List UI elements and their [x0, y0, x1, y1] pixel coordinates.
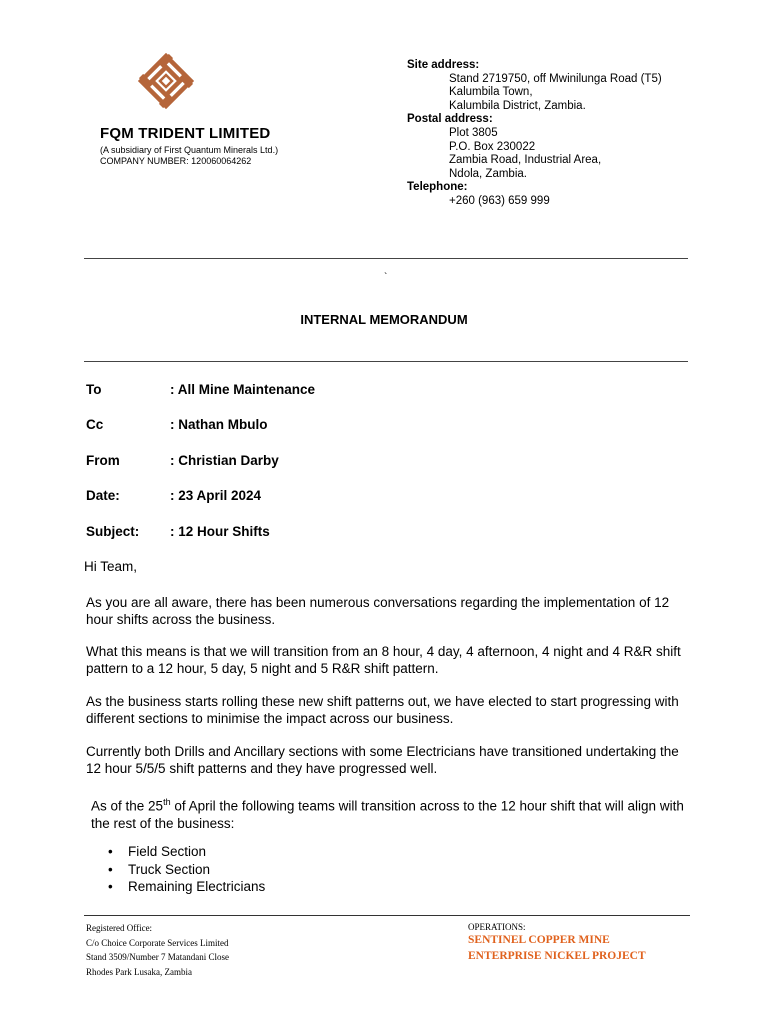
- ordinal-suffix: th: [163, 797, 171, 807]
- fqm-logo-icon: [138, 53, 194, 109]
- site-address-line: Kalumbila District, Zambia.: [449, 99, 586, 112]
- registered-office: [86, 921, 229, 979]
- site-address-line: Stand 2719750, off Mwinilunga Road (T5): [449, 72, 662, 85]
- company-number-line: COMPANY NUMBER: 120060064262: [100, 156, 252, 166]
- field-key: Subject:: [86, 524, 140, 539]
- stray-mark: `: [384, 272, 388, 283]
- transition-text-end: of April the following teams will transition across to the 12 hour shift that will align with the rest of the business:: [91, 798, 684, 831]
- body-paragraph: As the business starts rolling these new shift patterns out, we have elected to start progressing with different sections to minimise the impact across our business.: [86, 694, 679, 726]
- address-block: [407, 59, 662, 209]
- registered-line: Stand 3509/Number 7 Matandani Close: [86, 952, 229, 963]
- postal-address-line: Plot 3805: [449, 126, 498, 139]
- transition-paragraph: [91, 794, 691, 832]
- telephone-value: +260 (963) 659 999: [449, 194, 550, 207]
- list-item: • Remaining Electricians: [108, 878, 265, 896]
- transition-text-start: As of the 25: [91, 798, 164, 814]
- company-name: FQM TRIDENT LIMITED: [100, 125, 271, 142]
- title-divider: [84, 361, 688, 362]
- postal-address-line: Ndola, Zambia.: [449, 167, 527, 180]
- registered-line: Rhodes Park Lusaka, Zambia: [86, 966, 192, 977]
- company-details: [100, 145, 278, 167]
- site-address-label: Site address:: [407, 59, 480, 71]
- greeting: Hi Team,: [84, 559, 138, 574]
- memo-title: INTERNAL MEMORANDUM: [300, 312, 468, 327]
- operations-block: [468, 921, 646, 964]
- list-item: • Field Section: [108, 843, 265, 861]
- list-item: • Truck Section: [108, 861, 265, 879]
- body-paragraph: Currently both Drills and Ancillary sections with some Electricians have transitioned undertaking the 12 hour 5/5/5 shift patterns and they have progressed well.: [86, 744, 679, 776]
- postal-address-label: Postal address:: [407, 113, 493, 126]
- field-value: : Christian Darby: [170, 453, 279, 468]
- operations-label: OPERATIONS:: [468, 922, 526, 932]
- registered-line: C/o Choice Corporate Services Limited: [86, 937, 229, 948]
- telephone-label: Telephone:: [407, 181, 468, 194]
- field-key: From: [86, 453, 120, 468]
- field-value: : All Mine Maintenance: [170, 382, 316, 397]
- teams-list: [108, 843, 265, 896]
- field-value: : Nathan Mbulo: [170, 417, 268, 432]
- postal-address-line: P.O. Box 230022: [449, 140, 536, 153]
- field-value: : 23 April 2024: [170, 488, 262, 503]
- field-key: To: [86, 382, 102, 397]
- subsidiary-line: (A subsidiary of First Quantum Minerals Ltd.): [100, 145, 279, 155]
- footer-divider: [84, 915, 690, 916]
- body-paragraph: What this means is that we will transition from an 8 hour, 4 day, 4 afternoon, 4 night and 4 R&R shift pattern to a 12 hour, 5 day, 5 night and 5 R&R shift pattern.: [86, 644, 681, 676]
- field-key: Cc: [86, 417, 104, 432]
- operation-name: ENTERPRISE NICKEL PROJECT: [468, 949, 646, 962]
- field-key: Date:: [86, 488, 120, 503]
- field-value: : 12 Hour Shifts: [170, 524, 270, 539]
- body-paragraph: As you are all aware, there has been numerous conversations regarding the implementation of 12 hour shifts across the business.: [86, 595, 670, 627]
- header-divider: [84, 258, 688, 259]
- operation-name: SENTINEL COPPER MINE: [468, 934, 610, 946]
- postal-address-line: Zambia Road, Industrial Area,: [449, 154, 602, 167]
- registered-line: Registered Office:: [86, 923, 153, 933]
- site-address-line: Kalumbila Town,: [449, 86, 533, 99]
